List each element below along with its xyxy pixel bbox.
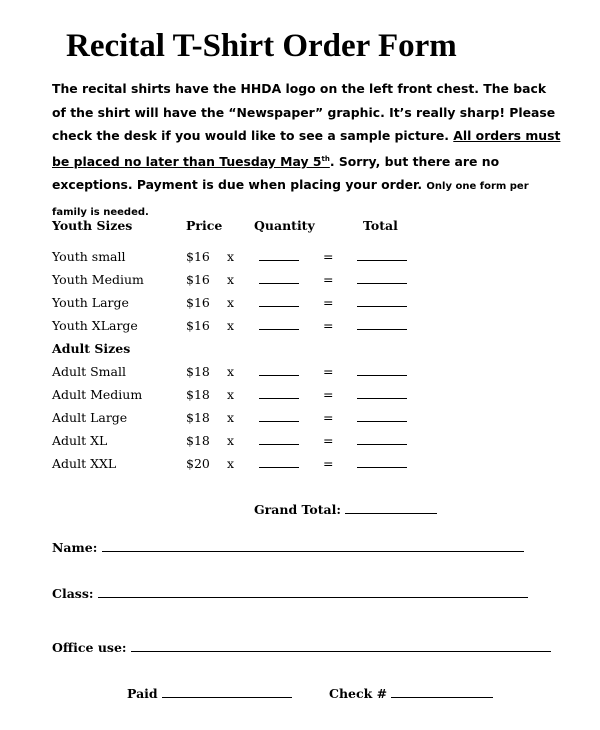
family-note: Only one form per family is needed. [52, 181, 529, 218]
quantity-field[interactable] [259, 318, 299, 333]
equals-sign: = [323, 456, 334, 471]
quantity-field[interactable] [259, 364, 299, 379]
price-value: $18 [186, 433, 210, 448]
quantity-field[interactable] [259, 410, 299, 425]
total-field-line[interactable] [357, 272, 407, 284]
price-value: $18 [186, 364, 210, 379]
size-label: Adult XL [52, 433, 108, 448]
equals-sign: = [323, 387, 334, 402]
multiply-sign: x [227, 364, 235, 379]
price-value: $16 [186, 318, 210, 333]
equals-sign: = [323, 318, 334, 333]
check-row [329, 686, 493, 701]
size-label: Youth small [52, 249, 126, 264]
size-row [0, 318, 600, 338]
equals-sign: = [323, 410, 334, 425]
office-field[interactable] [131, 640, 551, 652]
multiply-sign: x [227, 387, 235, 402]
total-field[interactable] [357, 364, 407, 379]
equals-sign: = [323, 249, 334, 264]
multiply-sign: x [227, 456, 235, 471]
price-value: $16 [186, 249, 210, 264]
quantity-field-line[interactable] [259, 433, 299, 445]
quantity-field-line[interactable] [259, 387, 299, 399]
quantity-field-line[interactable] [259, 410, 299, 422]
quantity-field[interactable] [259, 249, 299, 264]
size-label: Adult Medium [52, 387, 143, 402]
total-field[interactable] [357, 249, 407, 264]
total-field-line[interactable] [357, 295, 407, 307]
grand-total-field[interactable] [345, 502, 437, 514]
size-row [0, 249, 600, 269]
name-label: Name: [52, 540, 98, 555]
price-value: $18 [186, 387, 210, 402]
equals-sign: = [323, 272, 334, 287]
multiply-sign: x [227, 295, 235, 310]
office-label: Office use: [52, 640, 127, 655]
quantity-field[interactable] [259, 387, 299, 402]
price-value: $16 [186, 272, 210, 287]
total-field-line[interactable] [357, 433, 407, 445]
quantity-field[interactable] [259, 433, 299, 448]
quantity-field-line[interactable] [259, 364, 299, 376]
quantity-header: Quantity [254, 218, 315, 233]
multiply-sign: x [227, 318, 235, 333]
size-row [0, 387, 600, 407]
size-label: Adult Large [52, 410, 128, 425]
size-label: Youth XLarge [52, 318, 138, 333]
quantity-field[interactable] [259, 295, 299, 310]
check-field[interactable] [391, 686, 493, 698]
class-row [52, 586, 528, 601]
deadline-main: All orders must be placed no later than Tuesday May 5 [52, 128, 561, 169]
paid-row [127, 686, 292, 701]
total-field[interactable] [357, 272, 407, 287]
adult-sizes-header: Adult Sizes [52, 341, 131, 356]
multiply-sign: x [227, 272, 235, 287]
paid-field[interactable] [162, 686, 292, 698]
equals-sign: = [323, 433, 334, 448]
quantity-field-line[interactable] [259, 249, 299, 261]
size-row [0, 410, 600, 430]
class-field[interactable] [98, 586, 528, 598]
total-field[interactable] [357, 387, 407, 402]
name-row [52, 540, 524, 555]
total-field-line[interactable] [357, 387, 407, 399]
office-row [52, 640, 551, 655]
size-row [0, 433, 600, 453]
equals-sign: = [323, 295, 334, 310]
paid-label: Paid [127, 686, 158, 701]
equals-sign: = [323, 364, 334, 379]
quantity-field-line[interactable] [259, 318, 299, 330]
price-value: $18 [186, 410, 210, 425]
price-value: $20 [186, 456, 210, 471]
deadline-sup: th [321, 154, 330, 163]
total-field-line[interactable] [357, 318, 407, 330]
quantity-field-line[interactable] [259, 456, 299, 468]
multiply-sign: x [227, 249, 235, 264]
multiply-sign: x [227, 410, 235, 425]
total-header: Total [363, 218, 398, 233]
price-value: $16 [186, 295, 210, 310]
check-label: Check # [329, 686, 388, 701]
size-row [0, 456, 600, 476]
price-header: Price [186, 218, 223, 233]
total-field[interactable] [357, 456, 407, 471]
size-row [0, 295, 600, 315]
quantity-field[interactable] [259, 272, 299, 287]
total-field[interactable] [357, 410, 407, 425]
size-label: Youth Large [52, 295, 129, 310]
total-field[interactable] [357, 318, 407, 333]
total-field-line[interactable] [357, 456, 407, 468]
size-label: Adult Small [52, 364, 126, 379]
total-field-line[interactable] [357, 364, 407, 376]
total-field[interactable] [357, 295, 407, 310]
quantity-field[interactable] [259, 456, 299, 471]
intro-text-2: . Sorry, but there are no exceptions. Payment is due when placing your order. [52, 153, 500, 193]
quantity-field-line[interactable] [259, 272, 299, 284]
size-label: Adult XXL [52, 456, 117, 471]
grand-total [254, 502, 437, 517]
name-field[interactable] [102, 540, 524, 552]
grand-total-label: Grand Total: [254, 502, 341, 517]
multiply-sign: x [227, 433, 235, 448]
intro-text-1: The recital shirts have the HHDA logo on the left front chest. The back of the shirt will have the “Newspaper” graphic. It’s really sharp! Please check the desk if you would like to see a sample picture. [52, 81, 556, 143]
size-label: Youth Medium [52, 272, 144, 287]
total-field-line[interactable] [357, 249, 407, 261]
size-row [0, 364, 600, 384]
total-field-line[interactable] [357, 410, 407, 422]
intro-paragraph [52, 77, 562, 224]
total-field[interactable] [357, 433, 407, 448]
quantity-field-line[interactable] [259, 295, 299, 307]
size-row [0, 272, 600, 292]
form-title: Recital T-Shirt Order Form [66, 28, 457, 64]
youth-sizes-header: Youth Sizes [52, 218, 133, 233]
class-label: Class: [52, 586, 94, 601]
